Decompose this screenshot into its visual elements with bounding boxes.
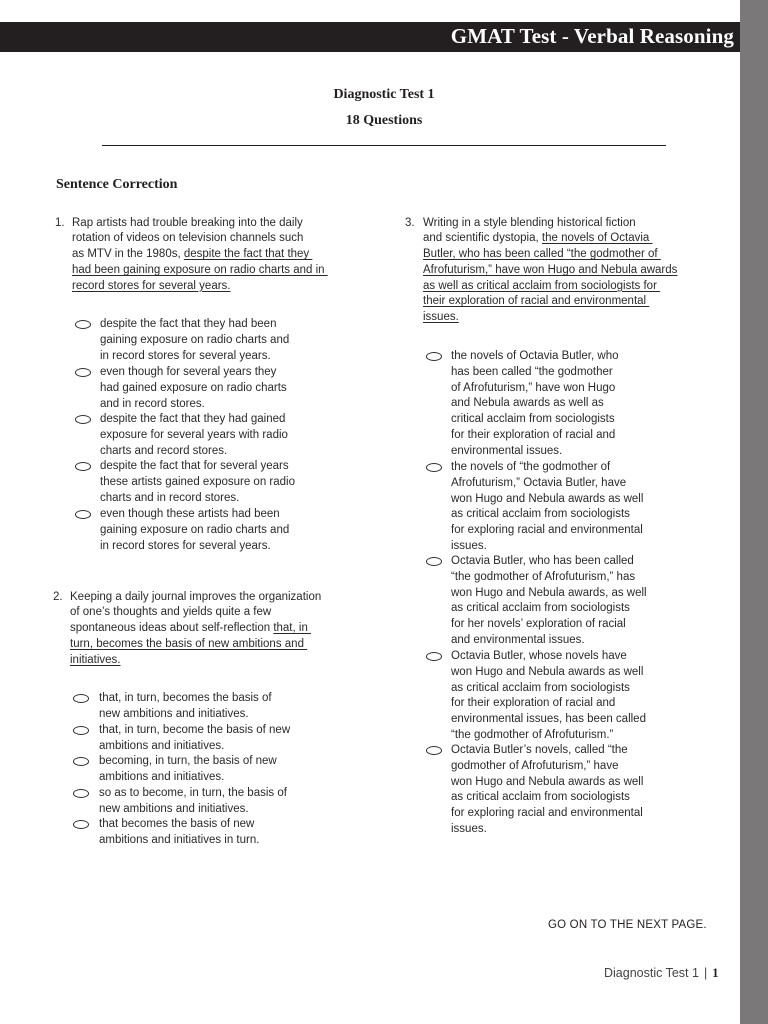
answer-line: Afrofuturism,” Octavia Butler, have	[451, 476, 627, 489]
header-bar	[0, 22, 740, 52]
answer-line: as critical acclaim from sociologists	[451, 602, 630, 615]
question-line	[72, 247, 328, 263]
answer-bubble-icon[interactable]	[75, 415, 91, 424]
answer-line: as critical acclaim from sociologists	[451, 508, 630, 521]
answer-line: that, in turn, become the basis of new	[99, 724, 291, 736]
answer-line: even though for several years they	[100, 366, 277, 378]
answer-bubble-icon[interactable]	[426, 746, 442, 755]
section-title: Sentence Correction	[56, 177, 178, 192]
question-line	[423, 279, 677, 295]
answer-choice-text	[99, 817, 259, 849]
question-stem	[423, 216, 677, 327]
answer-line: the novels of “the godmother of	[451, 461, 611, 473]
question-line	[70, 590, 321, 606]
answer-line: despite the fact that they had gained	[100, 413, 286, 425]
question-number: 2.	[53, 591, 63, 603]
question-line	[423, 294, 677, 310]
question-text: as MTV in the 1980s,	[72, 248, 184, 261]
answer-line: despite the fact that for several years	[100, 460, 289, 472]
answer-choice-text	[99, 786, 287, 818]
answer-choice-text	[451, 649, 646, 744]
answer-bubble-icon[interactable]	[73, 726, 89, 735]
answer-line: so as to become, in turn, the basis of	[99, 787, 287, 799]
answer-bubble-icon[interactable]	[73, 789, 89, 798]
question-line	[72, 216, 328, 232]
answer-line: “the godmother of Afrofuturism,” has	[451, 570, 636, 583]
answer-line: as critical acclaim from sociologists	[451, 681, 630, 694]
answer-choice-text	[100, 412, 288, 459]
header-title: GMAT Test - Verbal Reasoning	[450, 24, 734, 48]
question-line	[423, 247, 677, 263]
answer-bubble-icon[interactable]	[75, 510, 91, 519]
test-title: Diagnostic Test 1	[333, 87, 435, 102]
answer-line: and environmental issues.	[451, 633, 585, 646]
answer-line: charts and record stores.	[100, 444, 228, 457]
answer-bubble-icon[interactable]	[73, 694, 89, 703]
answer-line: Octavia Butler’s novels, called “the	[451, 744, 628, 756]
question-line	[423, 216, 677, 232]
answer-line: that becomes the basis of new	[99, 818, 255, 830]
underlined-portion: that, in	[273, 622, 312, 635]
underlined-portion: initiatives.	[70, 653, 121, 666]
answer-choice-text	[99, 691, 272, 723]
question-line	[423, 231, 677, 247]
answer-bubble-icon[interactable]	[73, 820, 89, 829]
underlined-portion: Afrofuturism,” have won Hugo and Nebula awards	[423, 263, 678, 276]
answer-line: for exploring racial and environmental	[451, 807, 643, 820]
question-line	[72, 263, 328, 279]
answer-line: won Hugo and Nebula awards as well	[451, 492, 644, 505]
answer-bubble-icon[interactable]	[75, 320, 91, 329]
answer-line: godmother of Afrofuturism,” have	[451, 759, 619, 772]
question-number: 3.	[405, 217, 415, 229]
underlined-portion: their exploration of racial and environmental	[423, 295, 650, 308]
go-next-page: GO ON TO THE NEXT PAGE.	[548, 919, 707, 931]
answer-line: exposure for several years with radio	[100, 428, 288, 441]
answer-line: even though these artists had been	[100, 508, 280, 520]
answer-bubble-icon[interactable]	[75, 462, 91, 471]
question-line	[72, 279, 328, 295]
underlined-portion: issues.	[423, 311, 459, 324]
answer-bubble-icon[interactable]	[75, 368, 91, 377]
answer-line: “the godmother of Afrofuturism.”	[451, 728, 614, 741]
answer-line: won Hugo and Nebula awards as well	[451, 775, 644, 788]
test-subtitle: 18 Questions	[345, 113, 423, 128]
answer-line: won Hugo and Nebula awards as well	[451, 665, 644, 678]
answer-line: gaining exposure on radio charts and	[100, 523, 290, 536]
answer-bubble-icon[interactable]	[426, 352, 442, 361]
answer-line: has been called “the godmother	[451, 365, 613, 378]
answer-line: ambitions and initiatives in turn.	[99, 833, 260, 846]
answer-bubble-icon[interactable]	[426, 557, 442, 566]
answer-line: for exploring racial and environmental	[451, 524, 643, 537]
answer-line: as critical acclaim from sociologists	[451, 791, 630, 804]
answer-bubble-icon[interactable]	[426, 463, 442, 472]
answer-line: for their exploration of racial and	[451, 697, 616, 710]
underlined-portion: had been gaining exposure on radio charts and in	[72, 263, 328, 276]
answer-line: ambitions and initiatives.	[99, 770, 225, 783]
answer-line: environmental issues, has been called	[451, 713, 646, 726]
answer-choice-text	[99, 754, 277, 786]
answer-choice-text	[451, 554, 647, 649]
question-stem	[70, 590, 321, 669]
answer-line: and in record stores.	[100, 397, 205, 410]
answer-choice-text	[100, 507, 289, 554]
answer-line: issues.	[451, 539, 487, 552]
question-text: spontaneous ideas about self-reflection	[70, 622, 274, 635]
question-line	[70, 621, 321, 637]
answer-line: critical acclaim from sociologists	[451, 413, 615, 426]
question-number: 1.	[55, 217, 65, 229]
question-text: Keeping a daily journal improves the organization	[70, 590, 322, 603]
answer-line: and Nebula awards as well as	[451, 397, 604, 410]
page-footer	[604, 966, 718, 981]
answer-line: for her novels’ exploration of racial	[451, 618, 626, 631]
answer-choice-text	[100, 365, 287, 412]
answer-line: for their exploration of racial and	[451, 428, 616, 441]
answer-bubble-icon[interactable]	[73, 757, 89, 766]
underlined-portion: as well as critical acclaim from sociologists for	[423, 279, 661, 292]
footer-label: Diagnostic Test 1	[604, 966, 699, 980]
answer-line: won Hugo and Nebula awards, as well	[451, 586, 647, 599]
underlined-portion: despite the fact that they	[183, 248, 313, 261]
answer-line: gaining exposure on radio charts and	[100, 333, 290, 346]
answer-line: Octavia Butler, who has been called	[451, 555, 634, 567]
answer-line: these artists gained exposure on radio	[100, 475, 295, 488]
answer-line: that, in turn, becomes the basis of	[99, 692, 272, 704]
answer-line: in record stores for several years.	[100, 349, 271, 362]
answer-choice-text	[100, 317, 289, 364]
answer-choice-text	[99, 723, 290, 755]
question-text: of one’s thoughts and yields quite a few	[70, 606, 272, 619]
question-text: and scientific dystopia,	[423, 232, 542, 245]
answer-line: environmental issues.	[451, 444, 563, 457]
answer-choice-text	[451, 460, 643, 555]
underlined-portion: Butler, who has been called “the godmother of	[423, 248, 661, 261]
page-edge-tab	[740, 0, 768, 1024]
answer-line: charts and in record stores.	[100, 491, 240, 504]
answer-choice-text	[451, 349, 618, 460]
underlined-portion: the novels of Octavia	[541, 232, 653, 245]
question-line	[72, 231, 328, 247]
title-divider	[102, 145, 666, 146]
answer-choice-text	[451, 743, 643, 838]
answer-line: issues.	[451, 822, 487, 835]
answer-line: Octavia Butler, whose novels have	[451, 650, 627, 662]
question-text: Rap artists had trouble breaking into the daily	[72, 216, 303, 229]
underlined-portion: turn, becomes the basis of new ambitions and	[70, 637, 308, 650]
question-line	[423, 263, 677, 279]
answer-line: ambitions and initiatives.	[99, 739, 225, 752]
question-line	[70, 653, 321, 669]
footer-separator: |	[703, 966, 708, 980]
answer-line: new ambitions and initiatives.	[99, 707, 249, 720]
answer-line: the novels of Octavia Butler, who	[451, 350, 619, 362]
answer-line: had gained exposure on radio charts	[100, 381, 287, 394]
question-text: Writing in a style blending historical fiction	[423, 216, 636, 229]
answer-line: becoming, in turn, the basis of new	[99, 755, 277, 767]
answer-bubble-icon[interactable]	[426, 652, 442, 661]
question-line	[70, 637, 321, 653]
answer-line: of Afrofuturism,” have won Hugo	[451, 381, 616, 394]
answer-line: despite the fact that they had been	[100, 318, 277, 330]
question-line	[423, 310, 677, 326]
answer-line: in record stores for several years.	[100, 539, 271, 552]
question-stem	[72, 216, 328, 295]
question-text: rotation of videos on television channels such	[72, 232, 304, 245]
page-number: 1	[712, 966, 719, 980]
underlined-portion: record stores for several years.	[72, 279, 231, 292]
question-line	[70, 605, 321, 621]
answer-choice-text	[100, 459, 295, 506]
answer-line: new ambitions and initiatives.	[99, 802, 249, 815]
